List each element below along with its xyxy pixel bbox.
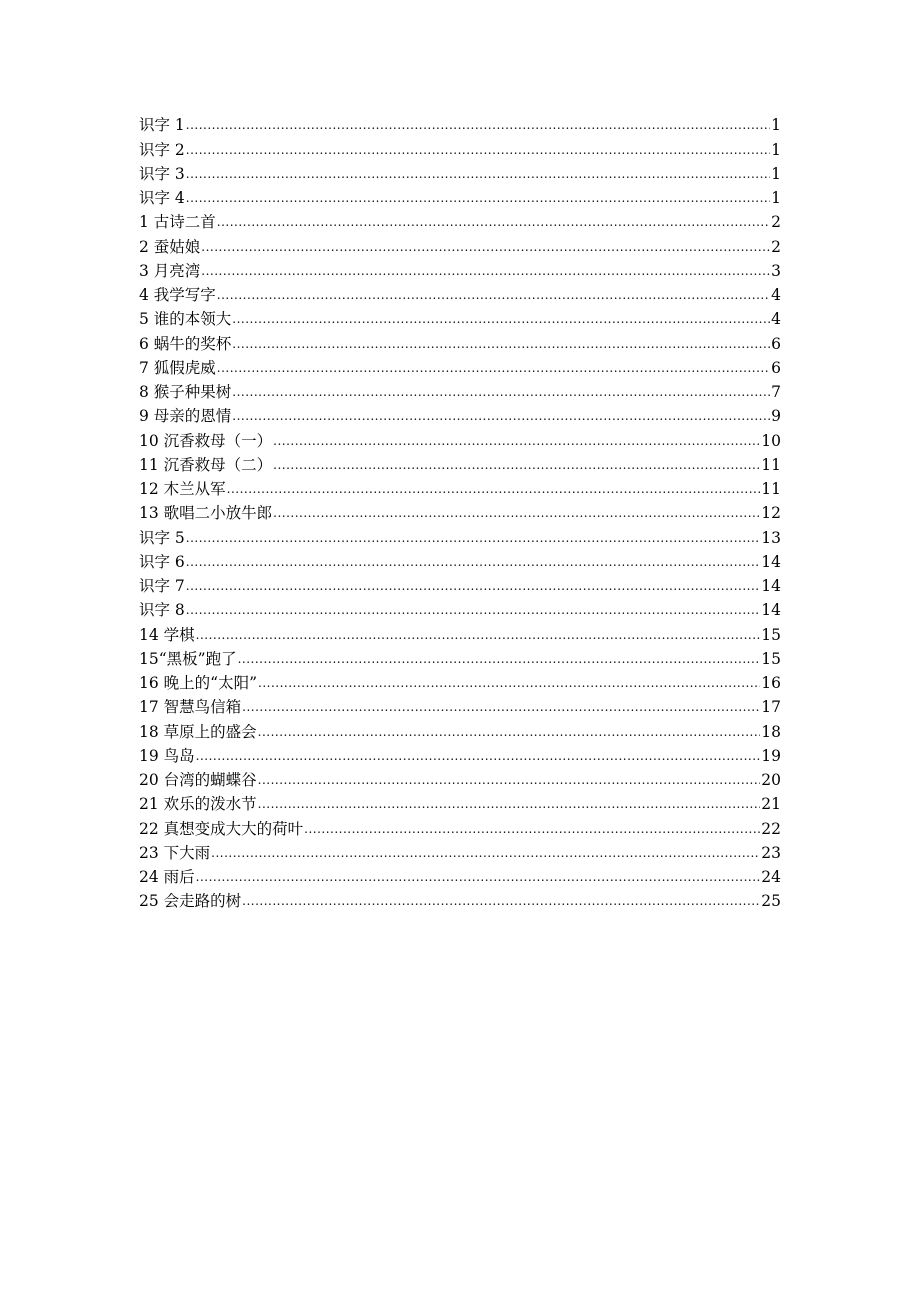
toc-entry[interactable] [139, 331, 781, 355]
toc-entry-title: 21 欢乐的泼水节 [139, 795, 257, 814]
toc-dot-leader [242, 892, 760, 910]
toc-entry[interactable] [139, 210, 781, 234]
toc-entry-title: 识字 1 [139, 116, 185, 135]
toc-entry[interactable] [139, 598, 781, 622]
toc-dot-leader [232, 407, 770, 425]
toc-dot-leader [196, 868, 761, 886]
toc-entry[interactable] [139, 695, 781, 719]
toc-entry-page: 11 [761, 455, 781, 474]
toc-entry[interactable] [139, 162, 781, 186]
toc-entry-title: 6 蜗牛的奖杯 [139, 334, 232, 353]
toc-dot-leader [258, 723, 761, 741]
toc-entry-title: 9 母亲的恩情 [139, 407, 232, 426]
toc-dot-leader [232, 383, 770, 401]
toc-entry-page: 9 [771, 407, 781, 426]
toc-dot-leader [227, 480, 761, 498]
toc-entry-title: 7 狐假虎威 [139, 358, 216, 377]
toc-entry-title: 19 鸟岛 [139, 746, 195, 765]
toc-entry-page: 14 [761, 552, 781, 571]
toc-dot-leader [232, 310, 770, 328]
toc-entry-page: 1 [771, 116, 781, 135]
toc-entry[interactable] [139, 404, 781, 428]
toc-dot-leader [258, 674, 760, 692]
toc-entry[interactable] [139, 234, 781, 258]
toc-dot-leader [258, 795, 761, 813]
toc-entry[interactable] [139, 356, 781, 380]
toc-entry-page: 14 [761, 601, 781, 620]
toc-entry[interactable] [139, 477, 781, 501]
toc-entry-page: 7 [771, 383, 781, 401]
toc-entry[interactable] [139, 622, 781, 646]
toc-dot-leader [196, 626, 761, 644]
toc-dot-leader [217, 359, 770, 377]
toc-entry-page: 19 [761, 746, 781, 765]
toc-entry[interactable] [139, 283, 781, 307]
toc-entry-title: 3 月亮湾 [139, 261, 201, 280]
toc-entry-page: 21 [761, 795, 781, 814]
toc-entry[interactable] [139, 186, 781, 210]
toc-entry-page: 22 [761, 819, 781, 838]
toc-entry-page: 13 [761, 528, 781, 547]
toc-dot-leader [186, 601, 760, 619]
toc-entry-page: 25 [761, 892, 781, 911]
toc-dot-leader [273, 456, 760, 474]
toc-entry-page: 3 [771, 261, 781, 280]
toc-entry[interactable] [139, 792, 781, 816]
toc-dot-leader [211, 844, 760, 862]
toc-entry-title: 25 会走路的树 [139, 892, 242, 911]
toc-dot-leader [201, 238, 770, 256]
toc-entry-page: 1 [771, 140, 781, 159]
table-of-contents [139, 113, 781, 913]
toc-entry-title: 2 蚕姑娘 [139, 237, 201, 256]
toc-entry-page: 14 [761, 577, 781, 595]
toc-dot-leader [273, 504, 760, 522]
toc-entry[interactable] [139, 841, 781, 865]
toc-entry-page: 12 [761, 504, 781, 523]
toc-entry-page: 2 [771, 237, 781, 256]
toc-entry-page: 1 [771, 189, 781, 207]
toc-entry[interactable] [139, 768, 781, 792]
toc-entry[interactable] [139, 574, 781, 598]
toc-entry-title: 5 谁的本领大 [139, 310, 232, 329]
toc-entry-title: 14 学棋 [139, 625, 195, 644]
toc-entry[interactable] [139, 744, 781, 768]
toc-entry-page: 16 [761, 674, 781, 692]
toc-entry-page: 10 [761, 431, 781, 450]
toc-entry[interactable] [139, 889, 781, 913]
toc-dot-leader [186, 553, 760, 571]
toc-entry-title: 10 沉香救母（一） [139, 431, 273, 450]
toc-entry[interactable] [139, 428, 781, 452]
toc-entry[interactable] [139, 647, 781, 671]
toc-entry-page: 6 [771, 358, 781, 377]
toc-entry-title: 识字 5 [139, 528, 185, 547]
toc-dot-leader [186, 116, 770, 134]
toc-dot-leader [242, 698, 760, 716]
toc-entry-title: 识字 4 [139, 189, 185, 207]
toc-entry-page: 18 [761, 722, 781, 741]
toc-dot-leader [201, 262, 770, 280]
toc-entry-title: 11 沉香救母（二） [139, 455, 273, 474]
toc-entry-title: 8 猴子种果树 [139, 383, 232, 401]
toc-entry-page: 17 [761, 698, 781, 717]
toc-dot-leader [186, 529, 760, 547]
toc-entry-page: 11 [761, 480, 781, 498]
toc-entry[interactable] [139, 671, 781, 695]
toc-entry-title: 22 真想变成大大的荷叶 [139, 819, 304, 838]
toc-dot-leader [232, 335, 770, 353]
toc-entry-page: 6 [771, 334, 781, 353]
toc-dot-leader [273, 432, 760, 450]
toc-entry-page: 23 [761, 843, 781, 862]
toc-entry-title: 20 台湾的蝴蝶谷 [139, 771, 257, 789]
toc-entry[interactable] [139, 113, 781, 137]
toc-entry-page: 15 [761, 625, 781, 644]
toc-entry-title: 15“黑板”跑了 [139, 649, 237, 668]
toc-dot-leader [304, 820, 760, 838]
toc-entry-title: 12 木兰从军 [139, 480, 226, 498]
toc-entry[interactable] [139, 137, 781, 161]
toc-entry[interactable] [139, 550, 781, 574]
toc-entry-page: 4 [771, 310, 781, 329]
toc-entry-page: 4 [771, 286, 781, 304]
toc-entry[interactable] [139, 501, 781, 525]
toc-entry[interactable] [139, 259, 781, 283]
toc-dot-leader [186, 141, 770, 159]
toc-entry-title: 识字 7 [139, 577, 185, 595]
toc-entry[interactable] [139, 307, 781, 331]
toc-entry[interactable] [139, 525, 781, 549]
toc-entry-page: 2 [771, 213, 781, 232]
toc-dot-leader [238, 650, 761, 668]
toc-entry-title: 识字 3 [139, 164, 185, 183]
toc-dot-leader [217, 213, 770, 231]
toc-entry-page: 15 [761, 649, 781, 668]
toc-dot-leader [186, 189, 770, 207]
toc-entry-title: 16 晚上的“太阳” [139, 674, 257, 692]
toc-entry-title: 4 我学写字 [139, 286, 216, 304]
toc-entry-title: 识字 6 [139, 552, 185, 571]
toc-entry[interactable] [139, 719, 781, 743]
toc-entry-title: 识字 8 [139, 601, 185, 620]
toc-dot-leader [196, 747, 761, 765]
toc-dot-leader [217, 286, 770, 304]
toc-entry[interactable] [139, 816, 781, 840]
toc-entry-page: 20 [761, 771, 781, 789]
toc-entry-title: 18 草原上的盛会 [139, 722, 257, 741]
toc-dot-leader [186, 577, 760, 595]
toc-entry-title: 1 古诗二首 [139, 213, 216, 232]
toc-entry-title: 17 智慧鸟信箱 [139, 698, 242, 717]
toc-entry-page: 24 [761, 868, 781, 886]
toc-entry-title: 识字 2 [139, 140, 185, 159]
toc-entry-title: 13 歌唱二小放牛郎 [139, 504, 273, 523]
toc-entry[interactable] [139, 865, 781, 889]
toc-dot-leader [258, 771, 761, 789]
toc-dot-leader [186, 165, 770, 183]
toc-entry[interactable] [139, 380, 781, 404]
toc-entry-page: 1 [771, 164, 781, 183]
toc-entry-title: 23 下大雨 [139, 843, 211, 862]
toc-entry[interactable] [139, 453, 781, 477]
toc-entry-title: 24 雨后 [139, 868, 195, 886]
